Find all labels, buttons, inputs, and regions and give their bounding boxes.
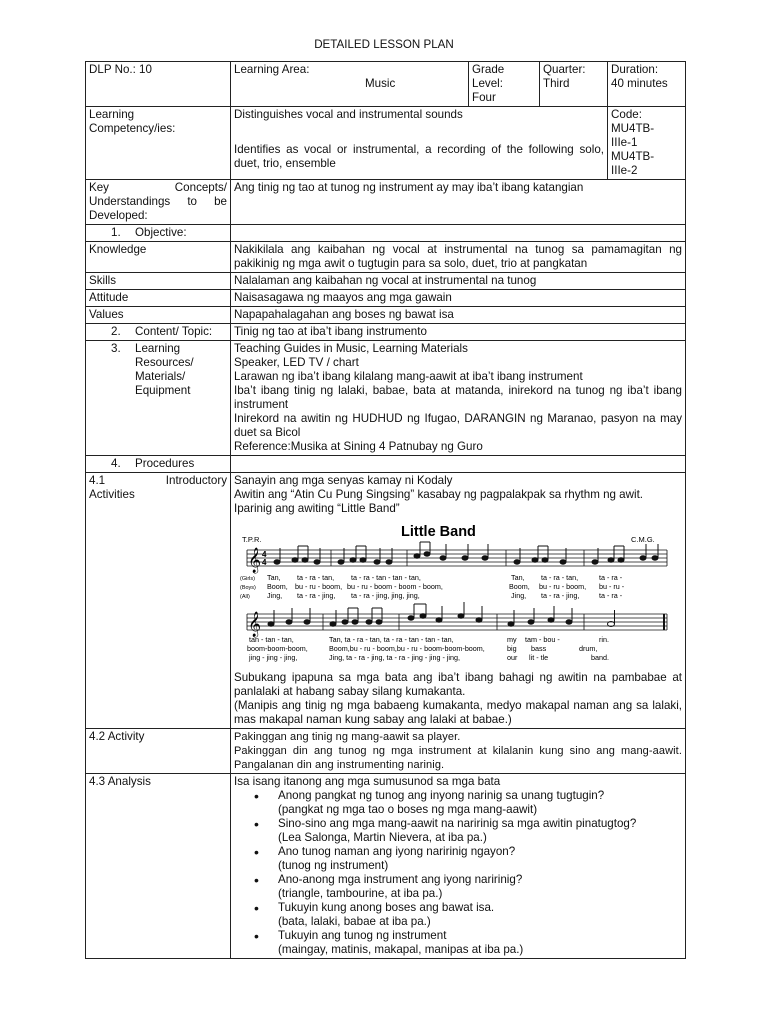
lyric: ta - ra -	[599, 591, 623, 600]
analysis-answer: (maingay, matinis, makapal, manipas at iba pa.)	[278, 943, 524, 956]
knowledge-text: Nakikilala ang kaibahan ng vocal at instrumental na tunog sa pamamagitan ng pakikinig ng mga awit o tugtugin para sa solo, duet, trio at pangkatan	[231, 242, 686, 273]
knowledge-row	[86, 242, 686, 273]
lyric: bass	[531, 644, 547, 653]
activity-line: Pakinggan din ang tunog ng mga instrument at kilalanin kung sino ang mang-aawit. Pangalanan din ang instrumenting narinig.	[234, 745, 682, 771]
activity-label: 4.2 Activity	[86, 729, 231, 774]
list-item	[254, 929, 682, 957]
analysis-question: • Ano-anong mga instrument ang iyong naririnig?	[278, 873, 523, 886]
list-item	[254, 873, 682, 901]
time-signature: 4	[262, 550, 267, 559]
skills-label: Skills	[86, 273, 231, 290]
content-label: Content/ Topic:	[135, 325, 213, 338]
competency-text-1: Distinguishes vocal and instrumental sounds	[234, 108, 463, 121]
lyric: band.	[591, 653, 609, 662]
time-signature: 4	[262, 558, 267, 567]
grade-level-cell	[469, 62, 540, 107]
values-label: Values	[86, 307, 231, 324]
grade-value: Four	[472, 91, 496, 104]
lyric: tan - tan - tan,	[249, 635, 294, 644]
all-label: (All)	[240, 594, 250, 600]
intro-line: Awitin ang “Atin Cu Pung Singsing” kasabay ng pagpalakpak sa rhythm ng awit.	[234, 488, 644, 501]
analysis-question: • Tukuyin ang tunog ng instrument	[278, 929, 447, 942]
girls-label: (Girls)	[240, 576, 255, 582]
intro-text	[231, 473, 686, 729]
intro-row	[86, 473, 686, 729]
lyric: tam - bou -	[525, 635, 560, 644]
code-label: Code:	[611, 108, 642, 121]
boys-label: (Boys)	[240, 585, 256, 591]
competency-text	[231, 107, 608, 180]
procedures-number: 4.	[111, 457, 121, 470]
competency-text-2: Identifies as vocal or instrumental, a recording of the following solo, duet, trio, ensemble	[234, 143, 604, 170]
document-title: DETAILED LESSON PLAN	[314, 38, 454, 51]
list-item	[254, 789, 682, 817]
duration-value: 40 minutes	[611, 77, 668, 90]
activity-text	[231, 729, 686, 774]
values-row	[86, 307, 686, 324]
kc-word: Concepts/	[174, 181, 227, 194]
lyric: Boom,	[509, 582, 530, 591]
lyric: jing - jing - jing,	[249, 653, 298, 662]
analysis-question: • Anong pangkat ng tunog ang inyong narinig sa unang tugtugin?	[278, 789, 605, 802]
resources-text	[231, 341, 686, 456]
level-label: Level:	[472, 77, 503, 90]
lyric: boom-boom-boom,	[247, 644, 308, 653]
analysis-answer: (Lea Salonga, Martin Nievera, at iba pa.)	[278, 831, 487, 844]
code-2a: MU4TB-	[611, 150, 655, 163]
analysis-label: 4.3 Analysis	[86, 774, 231, 959]
treble-clef-icon: 𝄞	[248, 547, 262, 572]
song-title: Little Band	[401, 524, 476, 540]
staff-1-notes	[274, 542, 658, 564]
duration-cell	[608, 62, 686, 107]
analysis-text	[231, 774, 686, 959]
song-credit-right: C.M.G.	[631, 535, 655, 544]
resources-label-line: Resources/	[135, 356, 194, 369]
lyric: bu - ru -	[599, 582, 625, 591]
competency-code	[608, 107, 686, 180]
objective-row	[86, 225, 686, 242]
lyric: my	[507, 635, 517, 644]
competency-label	[86, 107, 231, 180]
key-concepts-label	[86, 180, 231, 225]
content-heading	[86, 324, 231, 341]
intro-line: (Manipis ang tinig ng mga babaeng kumakanta, medyo makapal naman ang sa lalaki, mas makapal naman kung sabay ang lalaki at babae.)	[234, 699, 682, 726]
dlp-number: DLP No.: 10	[86, 62, 231, 107]
resources-line: Inirekord na awitin ng HUDHUD ng Ifugao, DARANGIN ng Maranao, pasyon na may duet sa Bicol	[234, 412, 682, 439]
intro-label-word: Activities	[89, 488, 135, 501]
attitude-row	[86, 290, 686, 307]
lyric: rin.	[599, 635, 609, 644]
key-concepts-row	[86, 180, 686, 225]
competency-row	[86, 107, 686, 180]
resources-line: Larawan ng iba’t ibang kilalang mang-aawit at iba’t ibang instrument	[234, 370, 583, 383]
attitude-text: Naisasagawa ng maayos ang mga gawain	[231, 290, 686, 307]
intro-label-num: 4.1	[89, 474, 106, 487]
kc-word: Understandings	[89, 195, 171, 208]
resources-label-line: Equipment	[135, 384, 191, 397]
kc-word: Developed:	[89, 209, 148, 222]
quarter-cell	[540, 62, 608, 107]
song-credit-left: T.P.R.	[242, 535, 262, 544]
lyric: Jing, ta - ra - jing, ta - ra - jing - jing - jing,	[329, 653, 461, 662]
analysis-answer: (triangle, tambourine, at iba pa.)	[278, 887, 443, 900]
lyric: our	[507, 653, 518, 662]
analysis-answer: (bata, lalaki, babae at iba pa.)	[278, 915, 431, 928]
lyric: Tan, ta - ra - tan, ta - ra - tan - tan - tan,	[329, 635, 454, 644]
code-1a: MU4TB-	[611, 122, 655, 135]
analysis-question: • Sino-sino ang mga mang-aawit na naririnig sa mga awitin pinatugtog?	[278, 817, 637, 830]
kc-word: be	[214, 195, 227, 208]
intro-line: Iparinig ang awiting “Little Band”	[234, 502, 400, 515]
header-row	[86, 62, 686, 107]
lyrics-row-2	[247, 635, 609, 662]
quarter-label: Quarter:	[543, 63, 586, 76]
objective-label: Objective:	[135, 226, 187, 239]
staff-1	[247, 550, 667, 566]
lyric: Tan,	[511, 573, 525, 582]
analysis-answer: (pangkat ng mga tao o boses ng mga mang-aawit)	[278, 803, 538, 816]
resources-line: Reference:Musika at Sining 4 Patnubay ng Guro	[234, 440, 483, 453]
competency-label-line: Learning	[89, 108, 135, 121]
little-band-sheet-music	[239, 518, 689, 668]
key-concepts-text: Ang tinig ng tao at tunog ng instrument ay may iba’t ibang katangian	[231, 180, 686, 225]
intro-line: Sanayin ang mga senyas kamay ni Kodaly	[234, 474, 453, 487]
lyric: ta - ra - tan,	[541, 573, 579, 582]
code-2b: IIIe-2	[611, 164, 638, 177]
learning-area-label: Learning Area:	[234, 63, 310, 76]
intro-label	[86, 473, 231, 729]
competency-label-line: Competency/ies:	[89, 122, 176, 135]
list-item	[254, 817, 682, 845]
analysis-answer: (tunog ng instrument)	[278, 859, 389, 872]
code-1b: IIIe-1	[611, 136, 638, 149]
objective-heading	[86, 225, 231, 242]
lyric: Jing,	[267, 591, 283, 600]
procedures-empty	[231, 456, 686, 473]
procedures-label: Procedures	[135, 457, 195, 470]
procedures-heading	[86, 456, 231, 473]
content-number: 2.	[111, 325, 121, 338]
learning-area-value: Music	[365, 77, 396, 90]
activity-row	[86, 729, 686, 774]
skills-text: Nalalaman ang kaibahan ng vocal at instrumental na tunog	[231, 273, 686, 290]
quarter-value: Third	[543, 77, 570, 90]
lyric: ta - ra - jing, jing, jing,	[351, 591, 420, 600]
lyric: Boom,bu - ru - boom,bu - ru - boom-boom-boom,	[329, 644, 485, 653]
list-item	[254, 901, 682, 929]
resources-label-line: Learning	[135, 342, 181, 355]
treble-clef-icon: 𝄞	[248, 611, 262, 636]
procedures-row	[86, 456, 686, 473]
grade-label: Grade	[472, 63, 505, 76]
resources-number: 3.	[111, 342, 121, 355]
resources-label-line: Materials/	[135, 370, 186, 383]
lyric: ta - ra -	[599, 573, 623, 582]
lyric: bu - ru - boom - boom - boom,	[347, 582, 443, 591]
analysis-question: • Tukuyin kung anong boses ang bawat isa.	[278, 901, 495, 914]
content-row	[86, 324, 686, 341]
content-text: Tinig ng tao at iba’t ibang instrumento	[231, 324, 686, 341]
attitude-label: Attitude	[86, 290, 231, 307]
resources-heading	[86, 341, 231, 456]
values-text: Napapahalagahan ang boses ng bawat isa	[231, 307, 686, 324]
intro-line: Subukang ipapuna sa mga bata ang iba’t ibang bahagi ng awitin na pambabae at panlalaki at habang sabay silang kumakanta.	[234, 671, 682, 698]
lyric: drum,	[579, 644, 598, 653]
lesson-plan-table	[85, 61, 686, 959]
skills-row	[86, 273, 686, 290]
resources-line: Teaching Guides in Music, Learning Materials	[234, 342, 468, 355]
resources-line: Iba’t ibang tinig ng lalaki, babae, bata at matanda, inirekord na tunog ng iba’t ibang instrument	[234, 384, 682, 411]
objective-empty	[231, 225, 686, 242]
resources-line: Speaker, LED TV / chart	[234, 356, 359, 369]
objective-number: 1.	[111, 226, 121, 239]
lyric: Boom,	[267, 582, 288, 591]
knowledge-label: Knowledge	[86, 242, 231, 273]
kc-word: Key	[89, 181, 109, 194]
analysis-row	[86, 774, 686, 959]
lyric: lit - tle	[529, 653, 549, 662]
list-item	[254, 845, 682, 873]
lyric: Jing,	[511, 591, 527, 600]
analysis-question-list	[234, 789, 682, 957]
resources-row	[86, 341, 686, 456]
lyrics-row-1	[240, 573, 625, 600]
lyric: ta - ra - tan - tan - tan,	[351, 573, 421, 582]
kc-word: to	[187, 195, 197, 208]
learning-area-cell	[231, 62, 469, 107]
lyric: bu - ru - boom,	[539, 582, 587, 591]
analysis-intro: Isa isang itanong ang mga sumusunod sa mga bata	[234, 775, 501, 788]
duration-label: Duration:	[611, 63, 659, 76]
lyric: Tan,	[267, 573, 281, 582]
activity-line: Pakinggan ang tinig ng mang-aawit sa player.	[234, 731, 461, 743]
lyric: ta - ra - jing,	[297, 591, 336, 600]
lyric: ta - ra - tan,	[297, 573, 335, 582]
lyric: ta - ra - jing,	[541, 591, 580, 600]
analysis-question: • Ano tunog naman ang iyong naririnig ngayon?	[278, 845, 516, 858]
lyric: bu - ru - boom,	[295, 582, 343, 591]
intro-label-word: Introductory	[165, 474, 227, 487]
lyric: big	[507, 644, 517, 653]
